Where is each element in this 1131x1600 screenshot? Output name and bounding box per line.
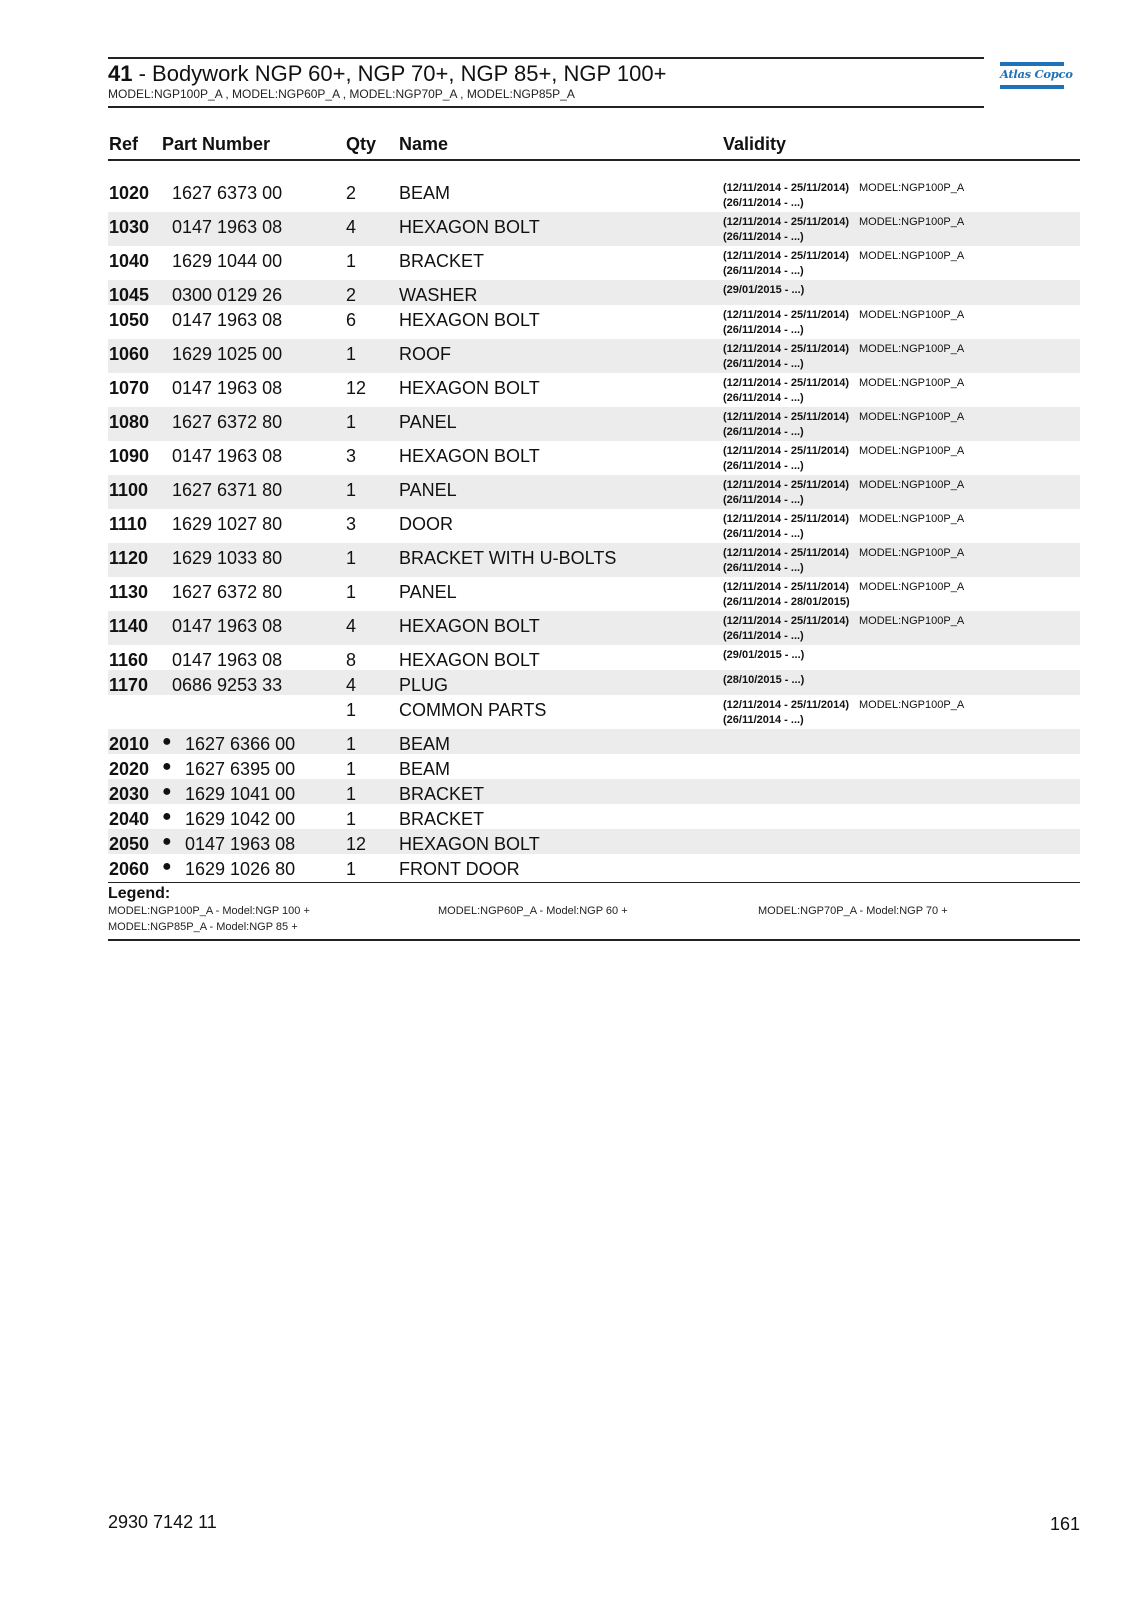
validity-date: (26/11/2014 - ...) <box>723 324 804 336</box>
qty-cell: 4 <box>346 675 357 695</box>
name-cell: BEAM <box>399 734 451 754</box>
validity-date: (12/11/2014 - 25/11/2014) <box>723 343 849 355</box>
bullet-icon: ● <box>162 833 172 850</box>
validity-date: (26/11/2014 - ...) <box>723 630 804 642</box>
table-row <box>108 543 1080 577</box>
part-number-cell: 1629 1026 80 <box>185 859 296 879</box>
part-number-cell: 1629 1027 80 <box>172 514 283 534</box>
ref-cell: 2010 <box>109 734 150 754</box>
bullet-icon: ● <box>162 783 172 800</box>
qty-cell: 1 <box>346 548 357 568</box>
ref-cell: 1160 <box>109 650 149 670</box>
table-row <box>108 475 1080 509</box>
model-list: MODEL:NGP100P_A , MODEL:NGP60P_A , MODEL:NGP70P_A , MODEL:NGP85P_A <box>108 87 575 101</box>
ref-cell: 1100 <box>109 480 149 500</box>
part-number-cell: 0300 0129 26 <box>172 285 283 305</box>
validity-date: (12/11/2014 - 25/11/2014) <box>723 216 849 228</box>
validity-date: (26/11/2014 - ...) <box>723 358 804 370</box>
qty-cell: 1 <box>346 251 357 271</box>
qty-cell: 1 <box>346 759 357 779</box>
qty-cell: 3 <box>346 446 357 466</box>
table-row <box>108 509 1080 543</box>
atlas-copco-logo <box>1000 62 1073 94</box>
validity-model: MODEL:NGP100P_A <box>859 699 965 711</box>
name-cell: FRONT DOOR <box>399 859 520 879</box>
qty-cell: 1 <box>346 700 357 720</box>
table-row <box>108 441 1080 475</box>
column-header-validity: Validity <box>723 134 787 154</box>
name-cell: HEXAGON BOLT <box>399 310 540 330</box>
validity-date: (26/11/2014 - ...) <box>723 562 804 574</box>
validity-model: MODEL:NGP100P_A <box>859 513 965 525</box>
page-number: 161 <box>1050 1514 1081 1534</box>
ref-cell: 1170 <box>109 675 149 695</box>
name-cell: DOOR <box>399 514 453 534</box>
part-number-cell: 1627 6371 80 <box>172 480 283 500</box>
qty-cell: 4 <box>346 616 357 636</box>
validity-model: MODEL:NGP100P_A <box>859 411 965 423</box>
validity-date: (26/11/2014 - ...) <box>723 528 804 540</box>
legend-item: MODEL:NGP100P_A - Model:NGP 100 + <box>108 905 310 917</box>
name-cell: WASHER <box>399 285 478 305</box>
validity-date: (29/01/2015 - ...) <box>723 284 805 296</box>
validity-date: (12/11/2014 - 25/11/2014) <box>723 411 849 423</box>
validity-model: MODEL:NGP100P_A <box>859 581 965 593</box>
ref-cell: 1140 <box>109 616 149 636</box>
legend <box>108 882 1080 941</box>
part-number-cell: 0147 1963 08 <box>172 217 283 237</box>
part-number-cell: 1627 6373 00 <box>172 183 283 203</box>
validity-date: (12/11/2014 - 25/11/2014) <box>723 699 849 711</box>
table-row <box>108 729 1080 754</box>
name-cell: HEXAGON BOLT <box>399 217 540 237</box>
validity-model: MODEL:NGP100P_A <box>859 479 965 491</box>
validity-date: (26/11/2014 - ...) <box>723 231 804 243</box>
validity-date: (26/11/2014 - ...) <box>723 460 804 472</box>
table-row <box>108 670 1080 695</box>
qty-cell: 12 <box>346 378 367 398</box>
table-row <box>108 804 1080 829</box>
name-cell: ROOF <box>399 344 451 364</box>
part-number-cell: 1629 1033 80 <box>172 548 283 568</box>
ref-cell: 1130 <box>109 582 149 602</box>
part-number-cell: 1627 6395 00 <box>185 759 296 779</box>
qty-cell: 2 <box>346 183 357 203</box>
bullet-icon: ● <box>162 808 172 825</box>
ref-cell: 1120 <box>109 548 149 568</box>
validity-date: (26/11/2014 - 28/01/2015) <box>723 596 850 608</box>
table-row <box>108 577 1080 611</box>
validity-date: (12/11/2014 - 25/11/2014) <box>723 250 849 262</box>
column-header-part-number: Part Number <box>162 134 271 154</box>
validity-date: (12/11/2014 - 25/11/2014) <box>723 513 849 525</box>
qty-cell: 1 <box>346 784 357 804</box>
legend-item: MODEL:NGP70P_A - Model:NGP 70 + <box>758 905 948 917</box>
ref-cell: 1060 <box>109 344 150 364</box>
bullet-icon: ● <box>162 858 172 875</box>
name-cell: BEAM <box>399 183 451 203</box>
ref-cell: 2020 <box>109 759 150 779</box>
qty-cell: 1 <box>346 412 357 432</box>
ref-cell: 2060 <box>109 859 150 879</box>
validity-date: (12/11/2014 - 25/11/2014) <box>723 547 849 559</box>
validity-date: (26/11/2014 - ...) <box>723 265 804 277</box>
name-cell: HEXAGON BOLT <box>399 650 540 670</box>
part-number-cell: 0147 1963 08 <box>172 616 283 636</box>
ref-cell: 1070 <box>109 378 150 398</box>
column-header-ref: Ref <box>109 134 139 154</box>
validity-date: (12/11/2014 - 25/11/2014) <box>723 377 849 389</box>
ref-cell: 2030 <box>109 784 150 804</box>
table-row <box>108 246 1080 280</box>
ref-cell: 1080 <box>109 412 150 432</box>
name-cell: HEXAGON BOLT <box>399 834 540 854</box>
ref-cell: 1030 <box>109 217 150 237</box>
validity-model: MODEL:NGP100P_A <box>859 343 965 355</box>
qty-cell: 1 <box>346 480 357 500</box>
parts-table <box>108 178 1080 879</box>
validity-model: MODEL:NGP100P_A <box>859 182 965 194</box>
table-row <box>108 645 1080 670</box>
validity-model: MODEL:NGP100P_A <box>859 615 965 627</box>
table-row <box>108 854 1080 879</box>
validity-date: (12/11/2014 - 25/11/2014) <box>723 445 849 457</box>
ref-cell: 2040 <box>109 809 150 829</box>
validity-model: MODEL:NGP100P_A <box>859 309 965 321</box>
name-cell: BRACKET <box>399 809 485 829</box>
qty-cell: 8 <box>346 650 357 670</box>
validity-date: (26/11/2014 - ...) <box>723 714 804 726</box>
validity-date: (26/11/2014 - ...) <box>723 197 804 209</box>
table-row <box>108 695 1080 729</box>
table-row <box>108 178 1080 212</box>
ref-cell: 1020 <box>109 183 150 203</box>
validity-model: MODEL:NGP100P_A <box>859 250 965 262</box>
validity-date: (12/11/2014 - 25/11/2014) <box>723 309 849 321</box>
validity-date: (12/11/2014 - 25/11/2014) <box>723 182 849 194</box>
qty-cell: 6 <box>346 310 357 330</box>
name-cell: PLUG <box>399 675 449 695</box>
name-cell: BRACKET <box>399 784 485 804</box>
legend-title: Legend: <box>108 885 171 902</box>
qty-cell: 12 <box>346 834 367 854</box>
table-header <box>108 131 1080 161</box>
column-header-name: Name <box>399 134 449 154</box>
name-cell: BRACKET <box>399 251 485 271</box>
qty-cell: 2 <box>346 285 357 305</box>
part-number-cell: 1627 6366 00 <box>185 734 296 754</box>
qty-cell: 1 <box>346 734 357 754</box>
table-row <box>108 779 1080 804</box>
name-cell: HEXAGON BOLT <box>399 446 540 466</box>
bullet-icon: ● <box>162 758 172 775</box>
qty-cell: 1 <box>346 344 357 364</box>
part-number-cell: 1627 6372 80 <box>172 412 283 432</box>
table-row <box>108 611 1080 645</box>
validity-date: (28/10/2015 - ...) <box>723 674 805 686</box>
name-cell: PANEL <box>399 412 457 432</box>
logo-bar-bottom <box>1000 85 1064 89</box>
validity-date: (26/11/2014 - ...) <box>723 426 804 438</box>
part-number-cell: 1629 1042 00 <box>185 809 296 829</box>
logo-bar-top <box>1000 62 1064 66</box>
ref-cell: 1110 <box>109 514 148 534</box>
table-row <box>108 305 1080 339</box>
qty-cell: 1 <box>346 809 357 829</box>
name-cell: HEXAGON BOLT <box>399 616 540 636</box>
logo-text: Atlas Copco <box>1000 67 1073 81</box>
qty-cell: 4 <box>346 217 357 237</box>
name-cell: BEAM <box>399 759 451 779</box>
validity-date: (12/11/2014 - 25/11/2014) <box>723 479 849 491</box>
page-title <box>108 61 666 87</box>
validity-date: (26/11/2014 - ...) <box>723 392 804 404</box>
ref-cell: 2050 <box>109 834 150 854</box>
table-row <box>108 373 1080 407</box>
validity-model: MODEL:NGP100P_A <box>859 377 965 389</box>
document-number: 2930 7142 11 <box>108 1512 217 1532</box>
legend-item: MODEL:NGP85P_A - Model:NGP 85 + <box>108 921 298 933</box>
table-row <box>108 212 1080 246</box>
part-number-cell: 0147 1963 08 <box>185 834 296 854</box>
part-number-cell: 0147 1963 08 <box>172 310 283 330</box>
validity-date: (12/11/2014 - 25/11/2014) <box>723 615 849 627</box>
column-header-qty: Qty <box>346 134 377 154</box>
part-number-cell: 1627 6372 80 <box>172 582 283 602</box>
name-cell: BRACKET WITH U-BOLTS <box>399 548 617 568</box>
part-number-cell: 1629 1044 00 <box>172 251 283 271</box>
part-number-cell: 0147 1963 08 <box>172 378 283 398</box>
validity-model: MODEL:NGP100P_A <box>859 547 965 559</box>
name-cell: PANEL <box>399 582 457 602</box>
validity-date: (12/11/2014 - 25/11/2014) <box>723 581 849 593</box>
ref-cell: 1090 <box>109 446 150 466</box>
part-number-cell: 0147 1963 08 <box>172 446 283 466</box>
table-row <box>108 407 1080 441</box>
qty-cell: 3 <box>346 514 357 534</box>
name-cell: HEXAGON BOLT <box>399 378 540 398</box>
part-number-cell: 0147 1963 08 <box>172 650 283 670</box>
table-row <box>108 280 1080 305</box>
section-number: 41 <box>108 61 133 86</box>
section-title: - Bodywork NGP 60+, NGP 70+, NGP 85+, NGP 100+ <box>132 61 667 86</box>
name-cell: PANEL <box>399 480 457 500</box>
ref-cell: 1040 <box>109 251 150 271</box>
bullet-icon: ● <box>162 733 172 750</box>
part-number-cell: 1629 1041 00 <box>185 784 296 804</box>
qty-cell: 1 <box>346 582 357 602</box>
validity-date: (26/11/2014 - ...) <box>723 494 804 506</box>
validity-model: MODEL:NGP100P_A <box>859 445 965 457</box>
page-header <box>108 57 984 108</box>
part-number-cell: 0686 9253 33 <box>172 675 283 695</box>
name-cell: COMMON PARTS <box>399 700 547 720</box>
validity-date: (29/01/2015 - ...) <box>723 649 805 661</box>
ref-cell: 1045 <box>109 285 150 305</box>
table-row <box>108 829 1080 854</box>
part-number-cell: 1629 1025 00 <box>172 344 283 364</box>
ref-cell: 1050 <box>109 310 150 330</box>
validity-model: MODEL:NGP100P_A <box>859 216 965 228</box>
table-row <box>108 754 1080 779</box>
qty-cell: 1 <box>346 859 357 879</box>
table-row <box>108 339 1080 373</box>
legend-item: MODEL:NGP60P_A - Model:NGP 60 + <box>438 905 628 917</box>
